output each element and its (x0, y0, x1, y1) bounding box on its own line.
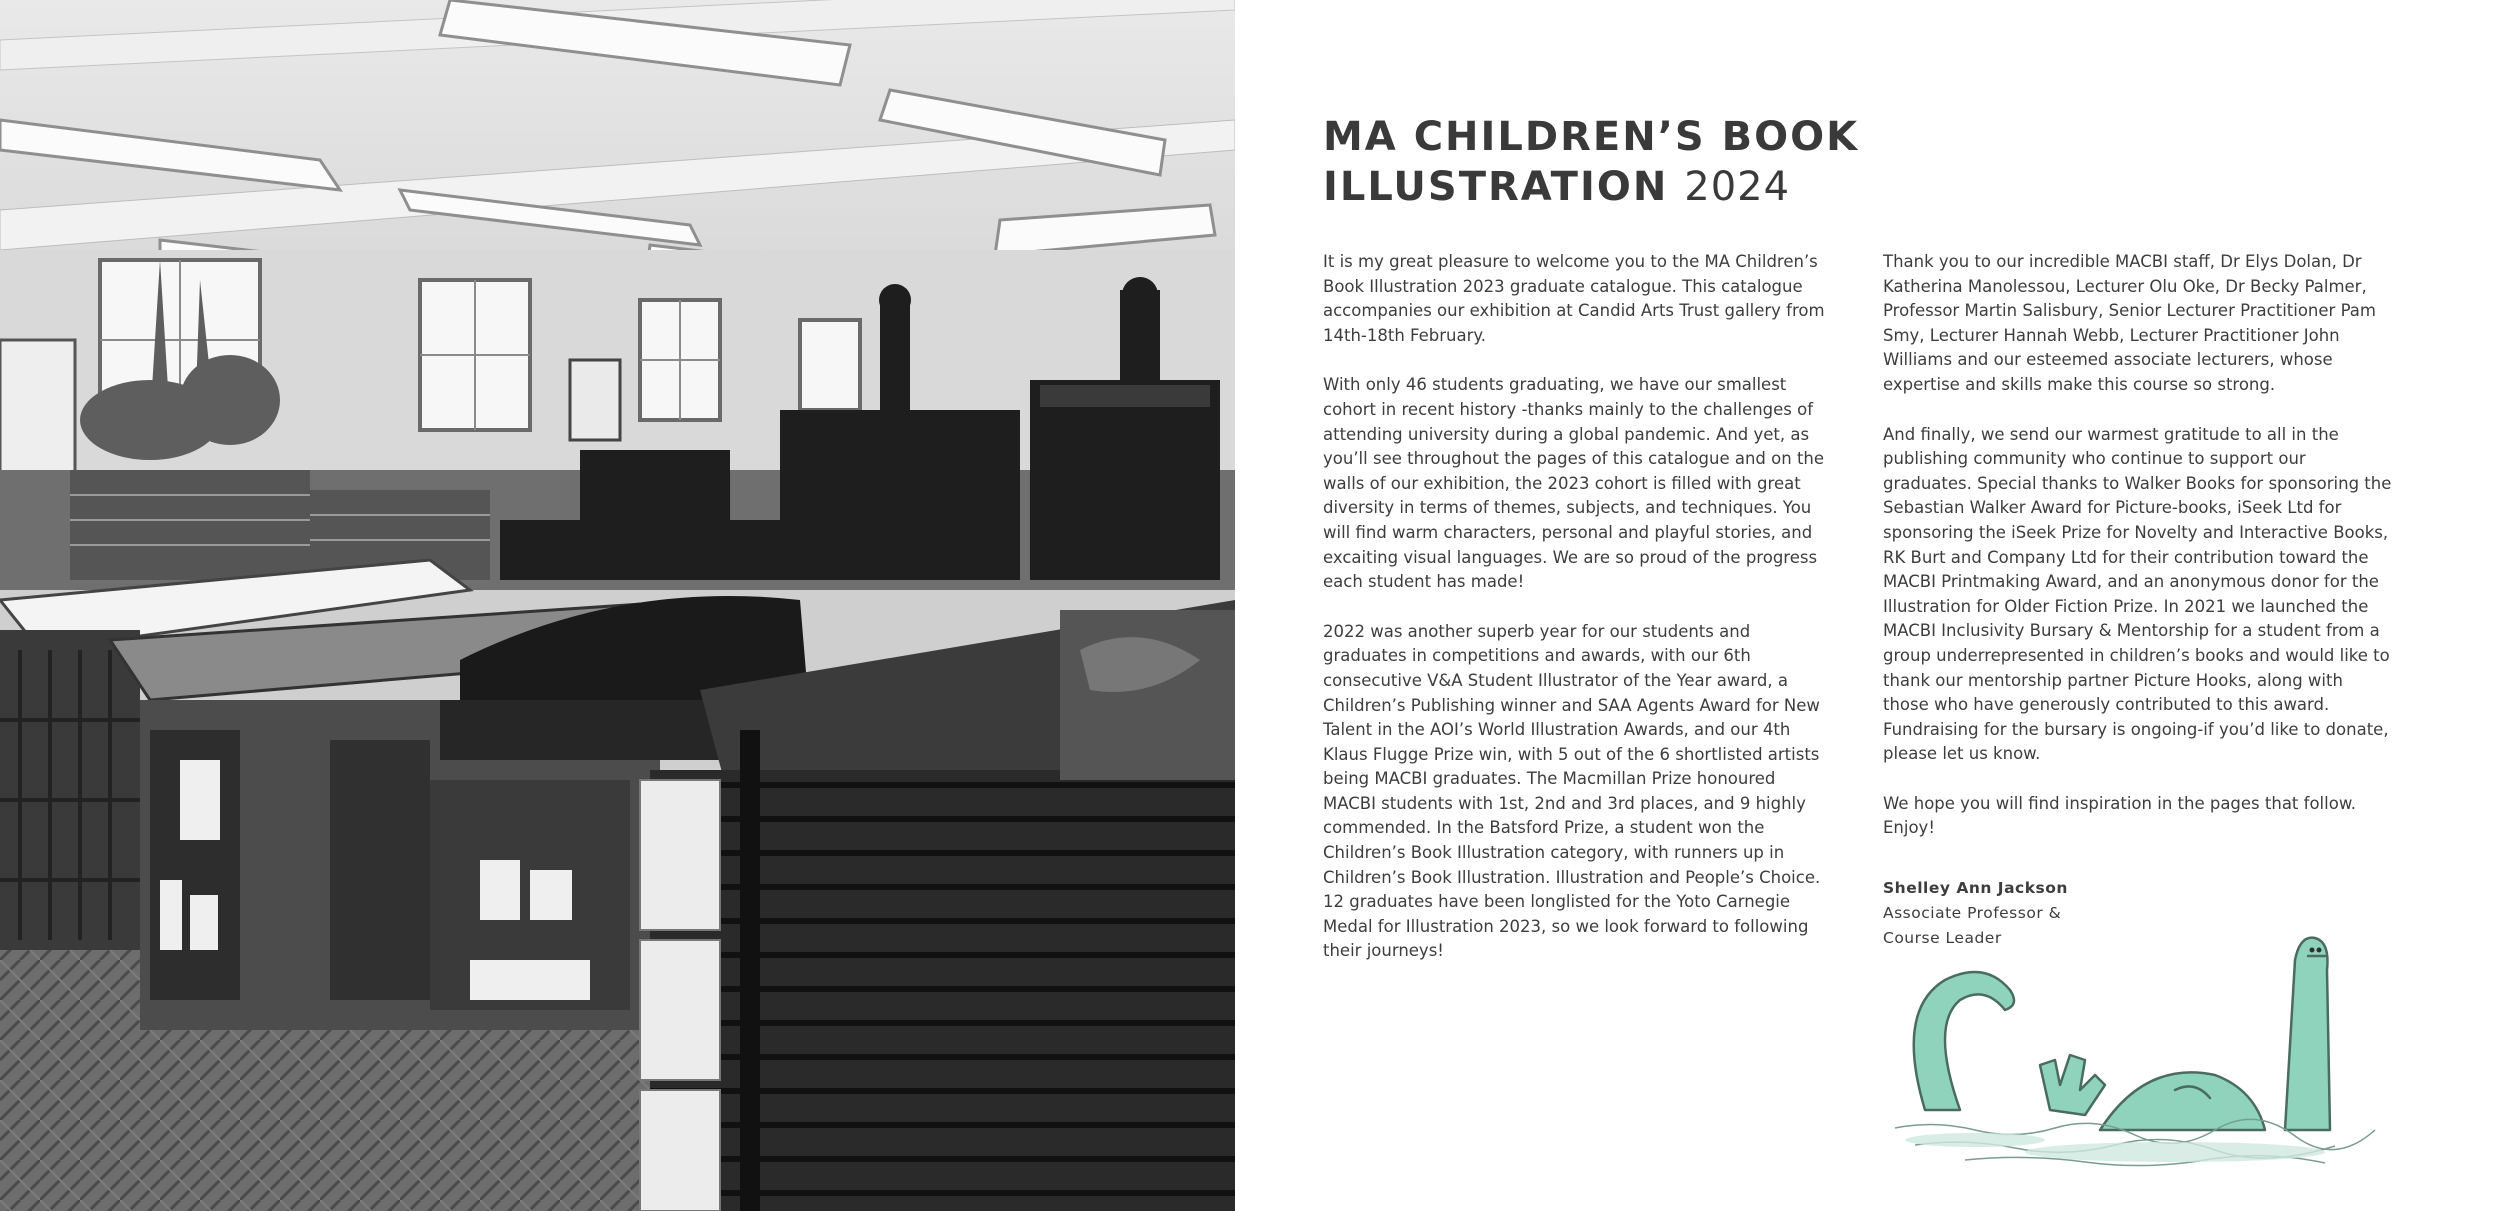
staff-thanks-paragraph: Thank you to our incredible MACBI staff, Dr Elys Dolan, Dr Katherina Manolessou, Lecturer Olu Oke, Dr Becky Palmer, Professor Martin Salisbury, Senior Lecturer Practitioner Pam Smy, Lecturer Hannah Webb, Lecturer Practitioner John Williams and our esteemed associate lecturers, whose expertise and skills make this course so strong. (1883, 252, 2376, 394)
right-text-column (1883, 250, 2393, 866)
closing-paragraph: We hope you will find inspiration in the pages that follow. Enjoy! (1883, 793, 2357, 838)
welcome-paragraph: It is my great pleasure to welcome you to the MA Children’s Book Illustration 2023 graduate catalogue. This catalogue accompanies our exhibition at Candid Arts Trust gallery from 14th-18th February. (1323, 252, 1825, 345)
title-line-2 (1323, 162, 2023, 212)
cohort-paragraph: With only 46 students graduating, we have our smallest cohort in recent history -thanks mainly to the challenges of attending university during a global pandemic. And yet, as you’ll see throughout the pages of this catalogue and on the walls of our exhibition, the 2023 cohort is filled with great diversity in terms of themes, subjects, and techniques. You will find warm characters, personal and playful stories, and excaiting visual languages. We are so proud of the progress each student has made! (1323, 375, 1825, 592)
awards-paragraph: 2022 was another superb year for our students and graduates in competitions and awards, with our 6th consecutive V&A Student Illustrator of the Year award, a Children’s Publishing winner and SAA Agents Award for New Talent in the AOI’s World Illustration Awards, and our 4th Klaus Flugge Prize win, with 5 out of the 6 shortlisted artists being MACBI graduates. The Macmillan Prize honoured MACBI students with 1st, 2nd and 3rd places, and 9 highly commended. In the Batsford Prize, a student won the Children’s Book Illustration category, with runners up in Children’s Book Illustration. Illustration and People’s Choice. 12 graduates have been longlisted for the Yoto Carnegie Medal for Illustration 2023, so we look forward to following their journeys! (1323, 621, 1821, 961)
intro-page (1235, 0, 2500, 1211)
left-text-column (1323, 250, 1833, 989)
print-studio-photo (0, 0, 1235, 1211)
signatory-name: Shelley Ann Jackson (1883, 879, 2068, 897)
signatory-role-line-1: Associate Professor & (1883, 904, 2062, 922)
title-illustration: ILLUSTRATION (1323, 164, 1669, 210)
signatory-role-line-2: Course Leader (1883, 929, 2002, 947)
page-title (1323, 112, 2023, 212)
title-line-1: MA CHILDREN’S BOOK (1323, 114, 1860, 160)
sponsors-paragraph: And finally, we send our warmest gratitude to all in the publishing community who continue to support our graduates. Special thanks to Walker Books for sponsoring the Sebastian Walker Award for Picture-books, iSeek Ltd for sponsoring the iSeek Prize for Novelty and Interactive Books, RK Burt and Company Ltd for their contribution toward the MACBI Printmaking Award, and an anonymous donor for the Illustration for Older Fiction Prize. In 2021 we launched the MACBI Inclusivity Bursary & Mentorship for a student from a group underrepresented in children’s books and would like to thank our mentorship partner Picture Hooks, along with those who have generously contributed to this award. Fundraising for the bursary is ongoing-if you’d like to donate, please let us know. (1883, 424, 2392, 764)
signature-block (1883, 876, 2183, 951)
title-year: 2024 (1684, 164, 1791, 210)
